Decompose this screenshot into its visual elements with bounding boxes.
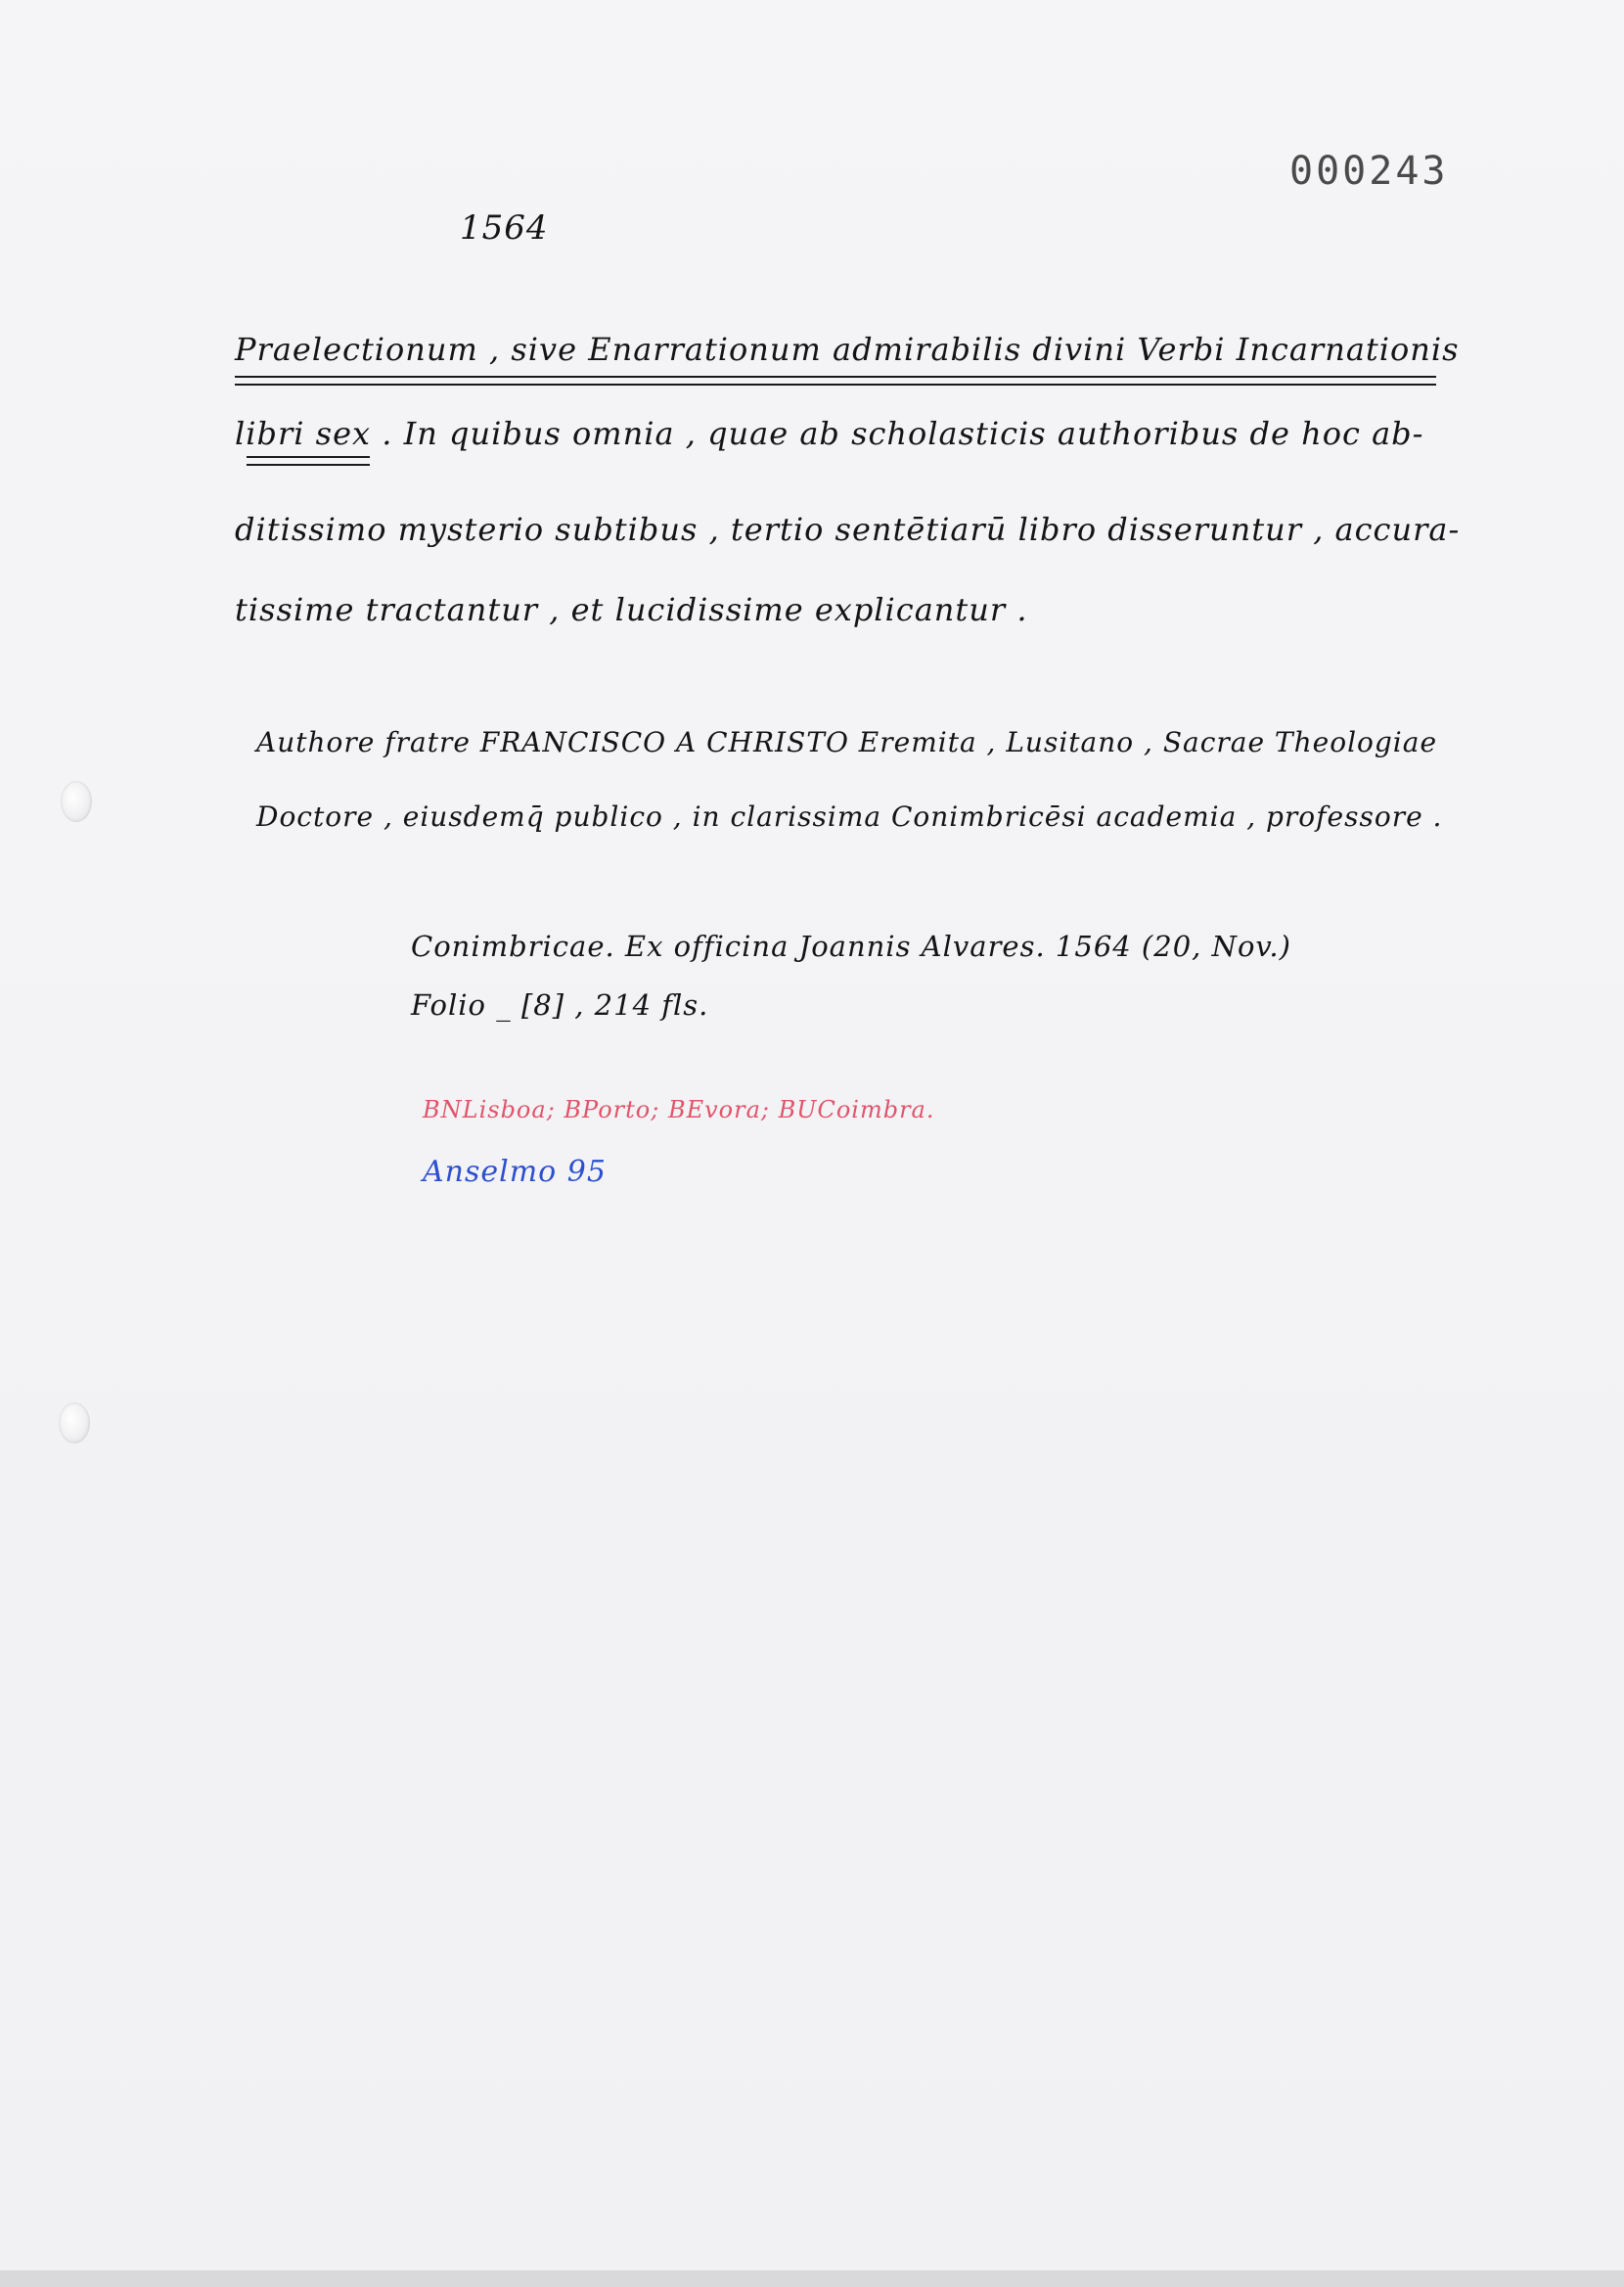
title-underline [247,464,370,466]
author-line: Authore fratre FRANCISCO A CHRISTO Eremita , Lusitano , Sacrae Theologiae [256,726,1438,758]
title-underline [247,456,370,458]
catalog-number-stamp: 000243 [1289,149,1449,194]
author-line: Doctore , eiusdemq̄ publico , in clarissima Conimbricēsi academia , professore . [256,800,1443,833]
title-line: Praelectionum , sive Enarrationum admirabilis divini Verbi Incarnationis [235,331,1460,368]
punch-hole [61,781,92,822]
year-heading: 1564 [460,208,549,248]
collation-line: Folio _ [8] , 214 fls. [411,988,709,1022]
imprint-line: Conimbricae. Ex officina Joannis Alvares. 1564 (20, Nov.) [411,930,1291,963]
bibliographic-reference: Anselmo 95 [423,1155,607,1189]
punch-hole [59,1402,90,1443]
title-line: ditissimo mysterio subtibus , tertio sentētiarū libro disseruntur , accura- [235,511,1461,548]
title-line: libri sex . In quibus omnia , quae ab scholasticis authoribus de hoc ab- [235,415,1424,452]
title-underline [235,384,1436,386]
page-edge [0,2270,1624,2287]
title-line: tissime tractantur , et lucidissime explicantur . [235,591,1028,628]
library-holdings: BNLisboa; BPorto; BEvora; BUCoimbra. [423,1096,935,1123]
title-underline [235,376,1436,378]
